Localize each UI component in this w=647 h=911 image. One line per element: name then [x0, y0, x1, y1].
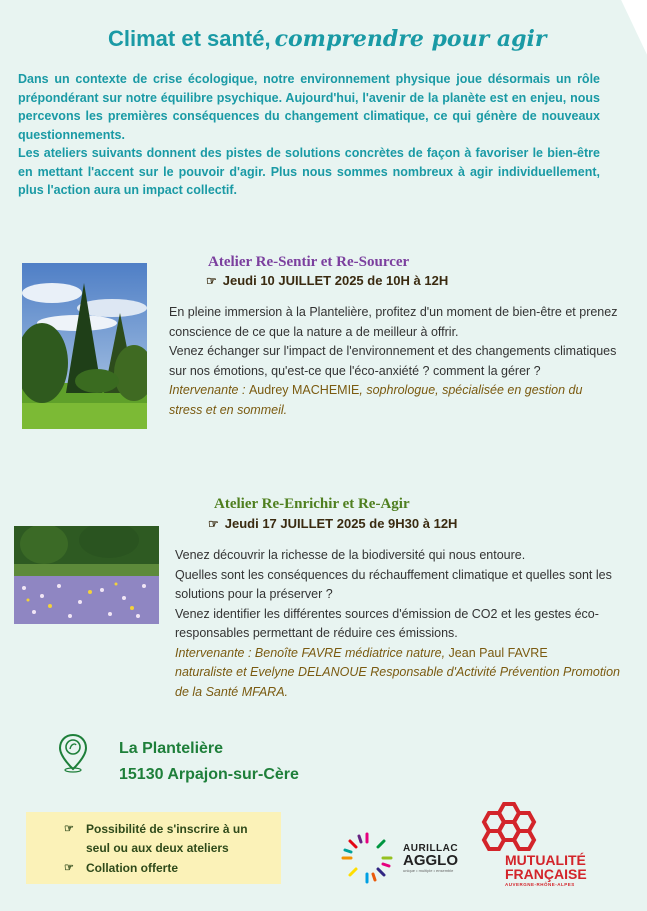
pointing-hand-icon: ☞ [64, 862, 74, 874]
mutualite-line-3: AUVERGNE-RHÔNE-ALPES [505, 882, 575, 887]
mutualite-line-1: MUTUALITÉ [505, 852, 586, 868]
workshop-1-date: Jeudi 10 JUILLET 2025 de 10H à 12H [222, 273, 449, 288]
workshop-2-date: Jeudi 17 JUILLET 2025 de 9H30 à 12H [224, 516, 458, 531]
pointing-hand-icon: ☞ [208, 517, 219, 531]
speakers-text-1: Intervenante : Benoîte FAVRE médiatrice nature, [175, 645, 446, 660]
speaker-name: Audrey MACHEMIE [248, 383, 360, 397]
location-block [119, 736, 299, 788]
agglo-tagline: unique • multiple • ensemble [403, 868, 454, 873]
workshop-2-text-1: Venez découvrir la richesse de la biodiversité qui nous entoure. [175, 548, 526, 562]
note-item-registration: ☞ Possibilité de s'inscrire à un seul ou aux deux ateliers [64, 822, 248, 855]
mutualite-line-2: FRANÇAISE [505, 866, 587, 882]
workshop-2-title: Atelier Re-Enrichir et Re-Agir [214, 496, 410, 512]
intro-paragraph-1: Dans un contexte de crise écologique, notre environnement physique joue désormais un rôle prépondérant sur notre équilibre psychique. Aujourd'hui, l'avenir de la planète est en enjeu, nous percevons les premières conséquences du changement climatique, ce qui génère de nouveaux questionnements. [18, 72, 600, 142]
workshop-1-date-line [206, 273, 448, 288]
workshop-1-title: Atelier Re-Sentir et Re-Sourcer [208, 254, 410, 270]
agglo-wordmark [403, 843, 458, 873]
speaker-label: Intervenante : [169, 383, 246, 397]
workshop-2-text-2: Quelles sont les conséquences du réchauffement climatique et quelles sont les solutions pour la préserver ? [175, 567, 612, 601]
workshop-2-date-line [208, 516, 457, 531]
location-name: La Plantelière [119, 740, 224, 757]
wildflower-meadow-photo [14, 526, 159, 624]
workshop-1-speaker [169, 381, 619, 420]
workshop-1-text-1: En pleine immersion à la Plantelière, profitez d'un moment de bien-être et prenez conscience de ce que la nature a de meilleur à offrir. [169, 305, 618, 339]
title-part1: Climat et santé, [108, 26, 271, 51]
page-title [108, 26, 546, 52]
speaker-role: , sophrologue, spécialisée en gestion du stress et en sommeil. [169, 383, 583, 417]
workshop-2-text-3: Venez identifier les différentes sources d'émission de CO2 et les gestes éco-responsables permettant de réduire ces émissions. [175, 606, 599, 640]
speakers-text-2: naturaliste et Evelyne DELANOUE Responsable d'Activité Prévention Promotion de la Santé MFARA. [175, 665, 620, 699]
title-part2: comprendre pour agir [274, 26, 547, 52]
agglo-line-2: AGGLO [403, 852, 458, 869]
workshop-1-text-2: Venez échanger sur l'impact de l'environnement et des changements climatiques sur nos émotions, qu'est-ce que l'éco-anxiété ? comment la gérer ? [169, 344, 617, 378]
agglo-line-1: AURILLAC [403, 843, 459, 854]
workshop-2-speakers [175, 644, 625, 703]
workshop-1-description [169, 303, 619, 420]
pointing-hand-icon: ☞ [64, 823, 74, 835]
note-item-collation: ☞ Collation offerte [38, 859, 266, 878]
pointing-hand-icon: ☞ [206, 274, 217, 288]
location-pin-icon [58, 733, 88, 773]
workshop-2-description [175, 546, 625, 702]
intro-text [18, 70, 600, 200]
park-trees-photo [22, 263, 147, 429]
location-address: 15130 Arpajon-sur-Cère [119, 766, 299, 783]
speaker-name-2: Jean Paul FAVRE [445, 645, 548, 660]
mutualite-wordmark [505, 853, 587, 889]
intro-paragraph-2: Les ateliers suivants donnent des pistes de solutions concrètes de façon à favoriser le bien-être en mettant l'accent sur le pouvoir d'agir. Plus nous sommes nombreux à agir individuellement, plus l'action aura un impact collectif. [18, 146, 600, 197]
